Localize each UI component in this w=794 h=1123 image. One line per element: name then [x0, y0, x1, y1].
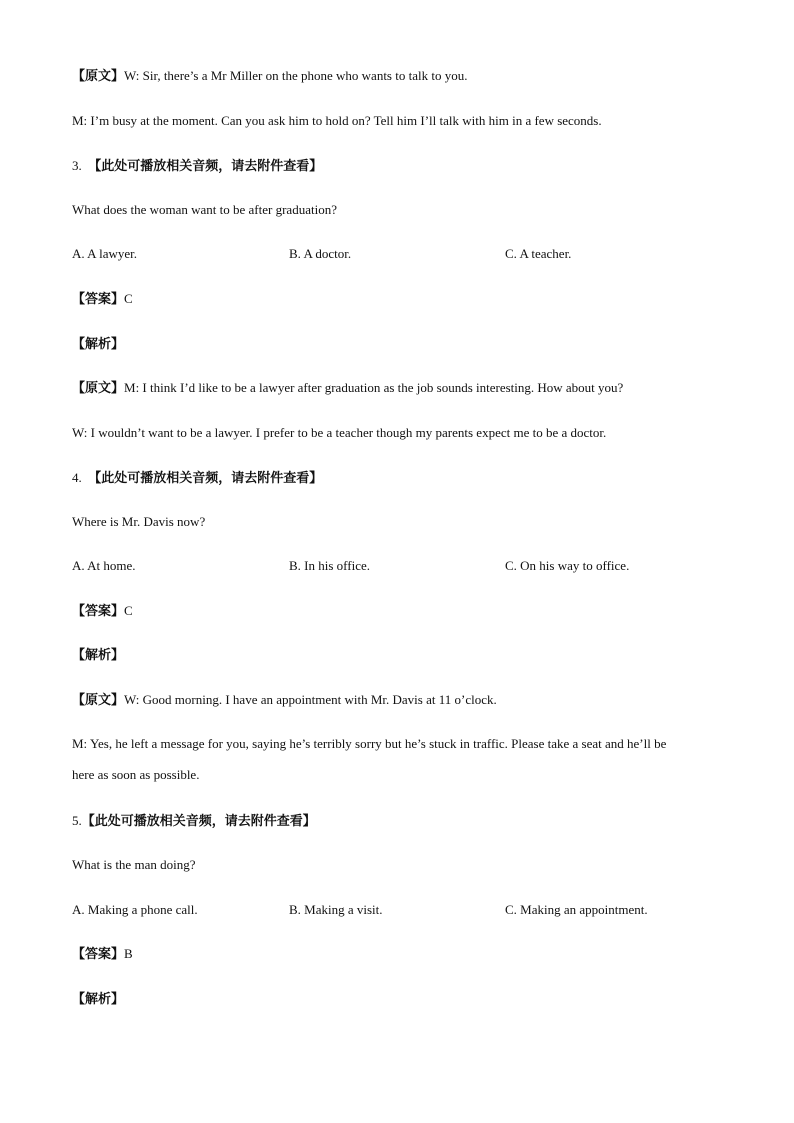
q4-option-c: C. On his way to office.: [505, 558, 630, 573]
question-number: 3.: [72, 158, 82, 173]
q4-option-b: B. In his office.: [289, 558, 370, 573]
analysis-tag: 【解析】: [72, 648, 125, 663]
q3-question: What does the woman want to be after graduation?: [72, 202, 337, 217]
q5-answer: [72, 946, 133, 963]
transcript-q2-line2: M: I’m busy at the moment. Can you ask him to hold on? Tell him I’ll talk with him in a few seconds.: [72, 113, 602, 128]
q5-header: [72, 813, 316, 830]
q4-analysis: [72, 647, 124, 664]
question-number: 5.: [72, 813, 82, 828]
transcript-tag: 【原文】: [72, 693, 125, 708]
q4-transcript-line3: here as soon as possible.: [72, 767, 200, 782]
transcript-text: W: Good morning. I have an appointment with Mr. Davis at 11 o’clock.: [124, 692, 497, 707]
q3-answer: [72, 291, 133, 308]
q5-analysis: [72, 991, 124, 1008]
q3-option-a: A. A lawyer.: [72, 246, 137, 261]
q4-answer: [72, 603, 133, 620]
transcript-tag: 【原文】: [72, 381, 125, 396]
answer-tag: 【答案】: [72, 604, 125, 619]
audio-note: 【此处可播放相关音频，请去附件查看】: [88, 471, 323, 486]
q3-header: [72, 158, 322, 175]
transcript-text: W: Sir, there’s a Mr Miller on the phone who wants to talk to you.: [124, 68, 468, 83]
q5-option-a: A. Making a phone call.: [72, 902, 198, 917]
audio-note: 【此处可播放相关音频，请去附件查看】: [81, 814, 316, 829]
q4-header: [72, 470, 322, 487]
answer-value: C: [124, 291, 133, 306]
answer-tag: 【答案】: [72, 292, 125, 307]
answer-value: C: [124, 603, 133, 618]
question-number: 4.: [72, 470, 82, 485]
analysis-tag: 【解析】: [72, 337, 125, 352]
q5-question: What is the man doing?: [72, 857, 196, 872]
q5-option-b: B. Making a visit.: [289, 902, 383, 917]
transcript-tag: 【原文】: [72, 69, 125, 84]
transcript-q2-line1: [72, 68, 467, 85]
q4-question: Where is Mr. Davis now?: [72, 514, 206, 529]
q3-option-c: C. A teacher.: [505, 246, 572, 261]
q4-transcript-line1: [72, 692, 497, 709]
q4-option-a: A. At home.: [72, 558, 136, 573]
q4-transcript-line2: M: Yes, he left a message for you, saying he’s terribly sorry but he’s stuck in traffic. Please take a seat and he’ll be: [72, 736, 667, 751]
answer-tag: 【答案】: [72, 947, 125, 962]
q5-option-c: C. Making an appointment.: [505, 902, 648, 917]
q3-transcript-line2: W: I wouldn’t want to be a lawyer. I prefer to be a teacher though my parents expect me to be a doctor.: [72, 425, 607, 440]
analysis-tag: 【解析】: [72, 992, 125, 1007]
q3-transcript-line1: [72, 380, 623, 397]
answer-value: B: [124, 946, 133, 961]
q3-option-b: B. A doctor.: [289, 246, 352, 261]
transcript-text: M: I think I’d like to be a lawyer after graduation as the job sounds interesting. How about you?: [124, 380, 624, 395]
audio-note: 【此处可播放相关音频，请去附件查看】: [88, 159, 323, 174]
q3-analysis: [72, 336, 124, 353]
